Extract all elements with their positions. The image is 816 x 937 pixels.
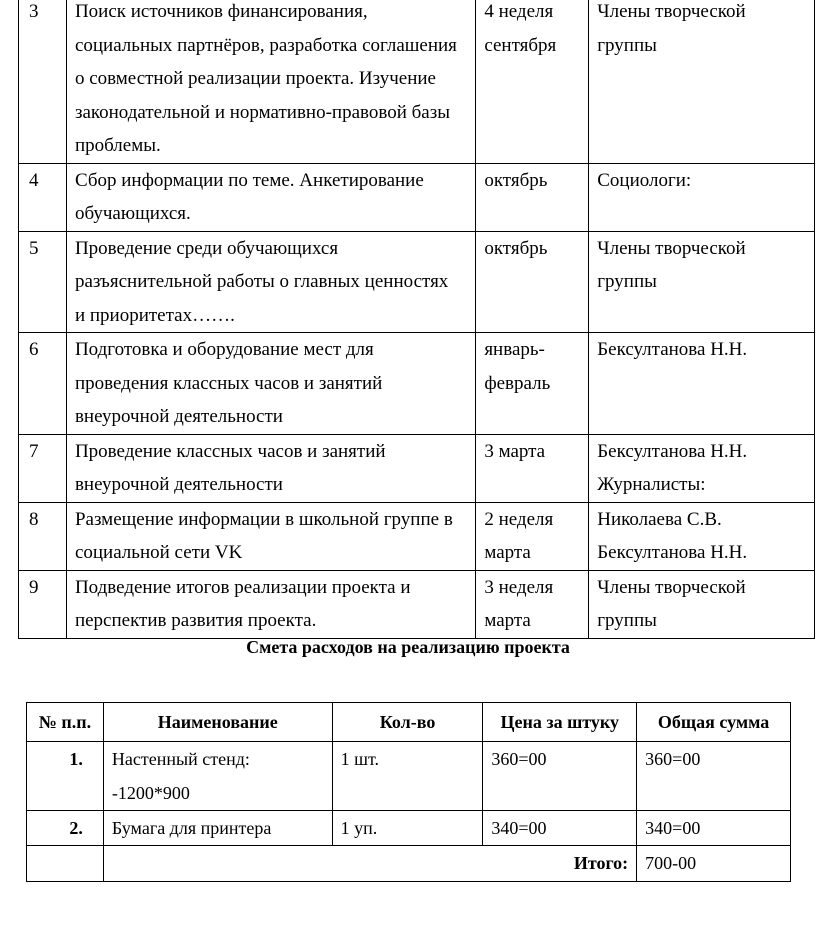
date-line: октябрь [484, 237, 548, 259]
date-line: январь- [484, 339, 545, 360]
header-num: № п.п. [27, 703, 104, 742]
plan-row-task [66, 570, 475, 638]
item-name-line: Настенный стенд: [111, 749, 250, 769]
plan-row-responsible [589, 502, 815, 570]
item-sum: 360=00 [637, 742, 791, 811]
responsible-line: Николаева С.В. [597, 508, 722, 530]
budget-title: Смета расходов на реализацию проекта [246, 637, 570, 657]
plan-row-task [66, 231, 475, 333]
responsible-line: группы [597, 610, 657, 631]
responsible-line: группы [597, 34, 657, 56]
plan-row-number: 8 [19, 502, 67, 570]
plan-row-date [476, 0, 589, 163]
plan-row-date [476, 434, 589, 502]
responsible-line: Бексултанова Н.Н. [597, 542, 748, 563]
plan-row-number: 7 [19, 434, 67, 502]
responsible-line: Члены творческой [597, 576, 746, 598]
total-label: Итого: [103, 846, 636, 882]
budget-row [27, 811, 791, 846]
task-line: разъяснительной работы о главных ценностях [74, 271, 449, 292]
budget-table [26, 702, 791, 882]
project-plan-table [18, 0, 815, 639]
task-line: проблемы. [74, 135, 161, 156]
responsible-line: Члены творческой [597, 237, 746, 259]
plan-row-task [66, 333, 475, 435]
item-qty: 1 уп. [332, 811, 483, 846]
task-line: и приоритетах……. [74, 304, 235, 326]
plan-row [19, 570, 815, 638]
plan-row [19, 434, 815, 502]
item-name-line: -1200*900 [111, 783, 190, 803]
task-line: Проведение среди обучающихся [74, 237, 339, 259]
task-line: проведения классных часов и занятий [74, 372, 383, 394]
header-name: Наименование [103, 703, 332, 742]
item-price: 340=00 [483, 811, 637, 846]
task-line: перспектив развития проекта. [74, 610, 317, 631]
item-qty: 1 шт. [332, 742, 483, 811]
plan-row-number: 5 [19, 231, 67, 333]
item-number: 2. [27, 811, 104, 846]
plan-row-date [476, 163, 589, 231]
plan-row-date [476, 502, 589, 570]
plan-row-responsible [589, 0, 815, 163]
responsible-line: Социологи: [597, 169, 692, 191]
plan-row [19, 231, 815, 333]
header-sum: Общая сумма [637, 703, 791, 742]
plan-row [19, 502, 815, 570]
task-line: обучающихся. [74, 203, 191, 224]
plan-row-date [476, 231, 589, 333]
date-line: 3 неделя [484, 576, 554, 598]
task-line: Подготовка и оборудование мест для [74, 339, 374, 360]
date-line: марта [484, 610, 531, 631]
plan-row-responsible [589, 434, 815, 502]
date-line: 4 неделя [484, 1, 554, 22]
plan-row-date [476, 333, 589, 435]
task-line: Размещение информации в школьной группе в [74, 508, 453, 530]
date-line: февраль [484, 372, 551, 394]
header-qty: Кол-во [332, 703, 483, 742]
date-line: 2 неделя [484, 508, 554, 530]
plan-row [19, 163, 815, 231]
date-line: марта [484, 542, 531, 563]
plan-row-task [66, 502, 475, 570]
plan-row-task [66, 0, 475, 163]
task-line: внеурочной деятельности [74, 406, 283, 427]
item-price: 360=00 [483, 742, 637, 811]
responsible-line: Бексултанова Н.Н. [597, 440, 748, 462]
task-line: внеурочной деятельности [74, 474, 283, 495]
item-name-line: Бумага для принтера [111, 818, 272, 838]
total-value: 700-00 [637, 846, 791, 882]
plan-row-task [66, 163, 475, 231]
plan-row-date [476, 570, 589, 638]
total-empty-cell [27, 846, 104, 882]
task-line: социальной сети VK [74, 542, 243, 563]
date-line: 3 марта [484, 440, 546, 462]
responsible-line: Журналисты: [597, 474, 706, 495]
plan-row-task [66, 434, 475, 502]
header-price: Цена за штуку [483, 703, 637, 742]
budget-header-row [27, 703, 791, 742]
task-line: Проведение классных часов и занятий [74, 440, 386, 462]
task-line: законодательной и нормативно-правовой базы [74, 101, 450, 123]
task-line: Сбор информации по теме. Анкетирование [74, 169, 424, 191]
plan-row-number: 3 [19, 0, 67, 163]
date-line: сентября [484, 34, 557, 56]
plan-row-responsible [589, 333, 815, 435]
budget-total-row [27, 846, 791, 882]
plan-row [19, 333, 815, 435]
plan-row-number: 4 [19, 163, 67, 231]
item-number: 1. [27, 742, 104, 811]
date-line: октябрь [484, 169, 548, 191]
plan-row-responsible [589, 163, 815, 231]
responsible-line: группы [597, 271, 657, 292]
budget-row [27, 742, 791, 811]
item-name [103, 742, 332, 811]
item-name [103, 811, 332, 846]
task-line: Подведение итогов реализации проекта и [74, 576, 411, 598]
task-line: о совместной реализации проекта. Изучение [74, 68, 436, 89]
plan-row [19, 0, 815, 163]
plan-row-number: 9 [19, 570, 67, 638]
plan-row-responsible [589, 231, 815, 333]
responsible-line: Бексултанова Н.Н. [597, 339, 748, 360]
responsible-line: Члены творческой [597, 1, 746, 22]
task-line: Поиск источников финансирования, [74, 1, 368, 22]
plan-row-responsible [589, 570, 815, 638]
plan-row-number: 6 [19, 333, 67, 435]
task-line: социальных партнёров, разработка соглашения [74, 34, 457, 56]
item-sum: 340=00 [637, 811, 791, 846]
